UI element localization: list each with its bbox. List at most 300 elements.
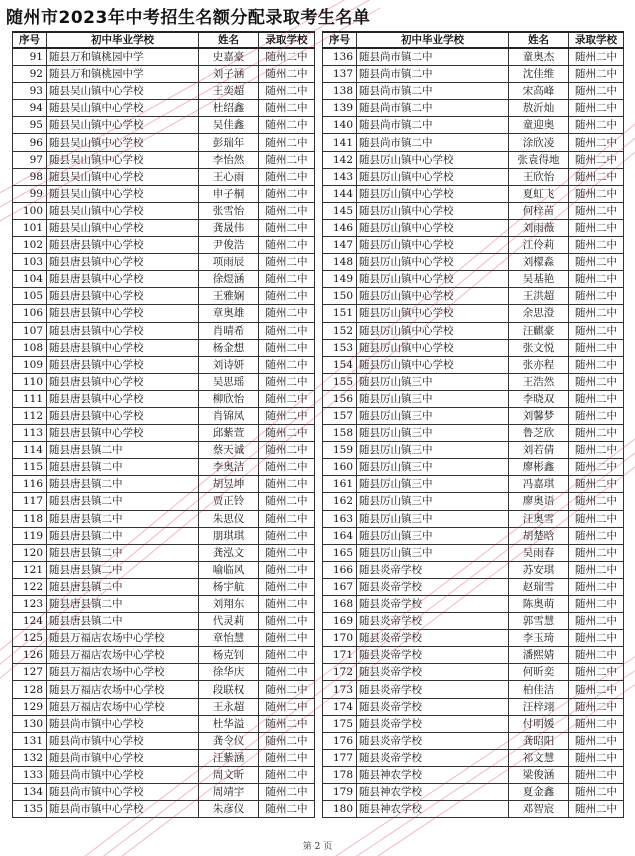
row-student-name: 肖锦凤 <box>199 407 259 424</box>
row-seq: 116 <box>13 476 47 493</box>
row-admitted-school: 随州二中 <box>259 219 315 236</box>
row-student-name: 刘翔东 <box>199 596 259 613</box>
row-admitted-school: 随州二中 <box>569 801 624 818</box>
row-seq: 110 <box>13 373 47 390</box>
row-student-name: 王心雨 <box>199 168 259 185</box>
table-row <box>323 698 624 715</box>
row-student-name: 张亦程 <box>509 356 569 373</box>
row-student-name: 涂欣凌 <box>509 134 569 151</box>
row-school: 随县厉山镇中心学校 <box>357 254 509 271</box>
table-row <box>323 493 624 510</box>
row-admitted-school: 随州二中 <box>569 784 624 801</box>
row-admitted-school: 随州二中 <box>569 202 624 219</box>
header-name: 姓名 <box>509 32 569 48</box>
table-row <box>323 117 624 134</box>
row-student-name: 喻临风 <box>199 561 259 578</box>
row-school: 随县唐县镇中心学校 <box>47 425 199 442</box>
row-admitted-school: 随州二中 <box>569 664 624 681</box>
row-school: 随县吴山镇中心学校 <box>47 151 199 168</box>
row-seq: 106 <box>13 305 47 322</box>
table-row <box>323 630 624 647</box>
row-seq: 123 <box>13 596 47 613</box>
row-admitted-school: 随州二中 <box>569 339 624 356</box>
table-row <box>13 784 315 801</box>
table-row <box>323 732 624 749</box>
table-row <box>323 476 624 493</box>
row-school: 随县万福店农场中心学校 <box>47 630 199 647</box>
table-row <box>13 578 315 595</box>
row-admitted-school: 随州二中 <box>569 766 624 783</box>
table-row <box>13 390 315 407</box>
row-seq: 167 <box>323 578 357 595</box>
row-student-name: 苏安琪 <box>509 561 569 578</box>
row-admitted-school: 随州二中 <box>259 459 315 476</box>
row-student-name: 潘熙婧 <box>509 647 569 664</box>
row-seq: 174 <box>323 698 357 715</box>
row-admitted-school: 随州二中 <box>569 613 624 630</box>
table-row <box>13 219 315 236</box>
row-admitted-school: 随州二中 <box>569 715 624 732</box>
row-admitted-school: 随州二中 <box>569 390 624 407</box>
admission-table-right <box>322 31 624 818</box>
row-student-name: 龚昭阳 <box>509 732 569 749</box>
row-admitted-school: 随州二中 <box>259 715 315 732</box>
row-admitted-school: 随州二中 <box>569 596 624 613</box>
row-admitted-school: 随州二中 <box>259 271 315 288</box>
row-student-name: 王浩然 <box>509 373 569 390</box>
row-seq: 144 <box>323 185 357 202</box>
row-student-name: 代灵莉 <box>199 613 259 630</box>
row-student-name: 朱彦仪 <box>199 801 259 818</box>
row-seq: 178 <box>323 766 357 783</box>
row-student-name: 汪紫涵 <box>199 749 259 766</box>
row-admitted-school: 随州二中 <box>259 681 315 698</box>
table-row <box>323 202 624 219</box>
table-row <box>13 134 315 151</box>
row-student-name: 贾正铃 <box>199 493 259 510</box>
row-seq: 105 <box>13 288 47 305</box>
row-school: 随县唐县镇二中 <box>47 613 199 630</box>
table-row <box>323 271 624 288</box>
page-footer: 第 2 页 <box>302 842 333 852</box>
row-student-name: 尹俊浩 <box>199 237 259 254</box>
row-admitted-school: 随州二中 <box>569 305 624 322</box>
row-seq: 125 <box>13 630 47 647</box>
table-row <box>13 801 315 818</box>
row-admitted-school: 随州二中 <box>569 425 624 442</box>
row-school: 随县炎帝学校 <box>357 647 509 664</box>
table-row <box>13 271 315 288</box>
table-row <box>323 544 624 561</box>
row-school: 随县尚市镇中心学校 <box>47 715 199 732</box>
row-admitted-school: 随州二中 <box>259 407 315 424</box>
row-admitted-school: 随州二中 <box>259 322 315 339</box>
row-seq: 139 <box>323 100 357 117</box>
row-seq: 100 <box>13 202 47 219</box>
table-row <box>323 185 624 202</box>
row-student-name: 张文悦 <box>509 339 569 356</box>
row-school: 随县唐县镇中心学校 <box>47 390 199 407</box>
row-student-name: 胡楚晗 <box>509 527 569 544</box>
row-student-name: 李奥洁 <box>199 459 259 476</box>
row-student-name: 项雨辰 <box>199 254 259 271</box>
table-row <box>323 664 624 681</box>
row-school: 随县唐县镇中心学校 <box>47 339 199 356</box>
row-admitted-school: 随州二中 <box>569 732 624 749</box>
table-row <box>13 527 315 544</box>
row-school: 随县厉山镇三中 <box>357 390 509 407</box>
row-seq: 143 <box>323 168 357 185</box>
table-row <box>13 100 315 117</box>
row-school: 随县厉山镇中心学校 <box>357 168 509 185</box>
row-school: 随县吴山镇中心学校 <box>47 202 199 219</box>
row-student-name: 廖奥语 <box>509 493 569 510</box>
row-seq: 109 <box>13 356 47 373</box>
row-school: 随县厉山镇三中 <box>357 442 509 459</box>
row-school: 随县唐县镇二中 <box>47 459 199 476</box>
row-school: 随县吴山镇中心学校 <box>47 117 199 134</box>
table-row <box>323 288 624 305</box>
row-student-name: 冯嘉琪 <box>509 476 569 493</box>
row-school: 随县厉山镇中心学校 <box>357 219 509 236</box>
table-row <box>323 578 624 595</box>
row-admitted-school: 随州二中 <box>569 168 624 185</box>
row-admitted-school: 随州二中 <box>259 237 315 254</box>
row-admitted-school: 随州二中 <box>259 83 315 100</box>
row-seq: 99 <box>13 185 47 202</box>
row-seq: 108 <box>13 339 47 356</box>
row-admitted-school: 随州二中 <box>569 698 624 715</box>
row-student-name: 刘子涵 <box>199 66 259 83</box>
row-seq: 168 <box>323 596 357 613</box>
row-seq: 151 <box>323 305 357 322</box>
row-school: 随县唐县镇中心学校 <box>47 356 199 373</box>
table-row <box>323 510 624 527</box>
row-seq: 165 <box>323 544 357 561</box>
table-row <box>323 83 624 100</box>
row-school: 随县吴山镇中心学校 <box>47 219 199 236</box>
table-row <box>13 254 315 271</box>
row-school: 随县厉山镇三中 <box>357 493 509 510</box>
row-admitted-school: 随州二中 <box>259 801 315 818</box>
row-student-name: 龚晟伟 <box>199 219 259 236</box>
row-school: 随县吴山镇中心学校 <box>47 168 199 185</box>
table-row <box>13 48 315 66</box>
row-seq: 159 <box>323 442 357 459</box>
row-student-name: 杜华溢 <box>199 715 259 732</box>
row-school: 随县尚市镇二中 <box>357 48 509 66</box>
table-row <box>323 647 624 664</box>
row-admitted-school: 随州二中 <box>259 390 315 407</box>
row-student-name: 吴基艳 <box>509 271 569 288</box>
row-admitted-school: 随州二中 <box>569 630 624 647</box>
row-student-name: 章怡慧 <box>199 630 259 647</box>
header-school: 初中毕业学校 <box>47 32 199 48</box>
row-admitted-school: 随州二中 <box>569 647 624 664</box>
table-row <box>323 219 624 236</box>
row-admitted-school: 随州二中 <box>259 305 315 322</box>
row-seq: 150 <box>323 288 357 305</box>
row-school: 随县唐县镇二中 <box>47 596 199 613</box>
row-school: 随县厉山镇中心学校 <box>357 339 509 356</box>
table-row <box>13 202 315 219</box>
row-seq: 148 <box>323 254 357 271</box>
row-school: 随县万和镇桃园中学 <box>47 66 199 83</box>
row-admitted-school: 随州二中 <box>259 339 315 356</box>
row-school: 随县炎帝学校 <box>357 749 509 766</box>
row-school: 随县炎帝学校 <box>357 698 509 715</box>
row-seq: 149 <box>323 271 357 288</box>
row-student-name: 梁俊涵 <box>509 766 569 783</box>
row-student-name: 李晓双 <box>509 390 569 407</box>
row-school: 随县厉山镇中心学校 <box>357 237 509 254</box>
row-seq: 93 <box>13 83 47 100</box>
table-row <box>13 630 315 647</box>
row-school: 随县炎帝学校 <box>357 561 509 578</box>
row-student-name: 柏佳洁 <box>509 681 569 698</box>
row-student-name: 童奥杰 <box>509 48 569 66</box>
row-admitted-school: 随州二中 <box>259 647 315 664</box>
row-school: 随县尚市镇二中 <box>357 100 509 117</box>
row-student-name: 蔡天诚 <box>199 442 259 459</box>
row-seq: 131 <box>13 732 47 749</box>
row-admitted-school: 随州二中 <box>259 185 315 202</box>
row-seq: 133 <box>13 766 47 783</box>
row-school: 随县炎帝学校 <box>357 664 509 681</box>
row-seq: 129 <box>13 698 47 715</box>
row-student-name: 鲁芝欣 <box>509 425 569 442</box>
row-admitted-school: 随州二中 <box>259 698 315 715</box>
row-admitted-school: 随州二中 <box>259 48 315 66</box>
table-row <box>13 168 315 185</box>
row-seq: 137 <box>323 66 357 83</box>
row-admitted-school: 随州二中 <box>259 151 315 168</box>
row-admitted-school: 随州二中 <box>569 219 624 236</box>
row-admitted-school: 随州二中 <box>259 766 315 783</box>
row-school: 随县万福店农场中心学校 <box>47 681 199 698</box>
row-seq: 104 <box>13 271 47 288</box>
row-student-name: 刘诗妍 <box>199 356 259 373</box>
row-school: 随县尚市镇中心学校 <box>47 766 199 783</box>
row-student-name: 吴雨春 <box>509 544 569 561</box>
row-student-name: 龚令仪 <box>199 732 259 749</box>
row-student-name: 张雪怡 <box>199 202 259 219</box>
row-admitted-school: 随州二中 <box>569 66 624 83</box>
row-school: 随县尚市镇二中 <box>357 117 509 134</box>
row-student-name: 史嘉豪 <box>199 48 259 66</box>
row-seq: 160 <box>323 459 357 476</box>
row-seq: 95 <box>13 117 47 134</box>
row-seq: 91 <box>13 48 47 66</box>
header-admitted: 录取学校 <box>259 32 315 48</box>
row-school: 随县唐县镇中心学校 <box>47 271 199 288</box>
row-school: 随县唐县镇中心学校 <box>47 407 199 424</box>
row-admitted-school: 随州二中 <box>569 681 624 698</box>
row-student-name: 杨克钊 <box>199 647 259 664</box>
row-school: 随县厉山镇中心学校 <box>357 271 509 288</box>
row-seq: 96 <box>13 134 47 151</box>
row-school: 随县炎帝学校 <box>357 732 509 749</box>
table-row <box>323 254 624 271</box>
row-seq: 136 <box>323 48 357 66</box>
table-row <box>323 749 624 766</box>
row-seq: 126 <box>13 647 47 664</box>
row-school: 随县吴山镇中心学校 <box>47 83 199 100</box>
row-admitted-school: 随州二中 <box>569 561 624 578</box>
row-admitted-school: 随州二中 <box>259 527 315 544</box>
table-row <box>323 613 624 630</box>
row-admitted-school: 随州二中 <box>569 134 624 151</box>
row-school: 随县尚市镇中心学校 <box>47 801 199 818</box>
row-seq: 94 <box>13 100 47 117</box>
table-row <box>323 48 624 66</box>
row-seq: 164 <box>323 527 357 544</box>
table-row <box>13 561 315 578</box>
table-row <box>323 151 624 168</box>
row-school: 随县厉山镇中心学校 <box>357 185 509 202</box>
table-row <box>323 168 624 185</box>
table-row <box>323 766 624 783</box>
row-school: 随县厉山镇三中 <box>357 476 509 493</box>
row-student-name: 段联权 <box>199 681 259 698</box>
row-student-name: 汪梓翊 <box>509 698 569 715</box>
row-seq: 145 <box>323 202 357 219</box>
page-title: 随州市2023年中考招生名额分配录取考生名单 <box>6 8 371 28</box>
row-student-name: 李怡然 <box>199 151 259 168</box>
row-school: 随县唐县镇二中 <box>47 578 199 595</box>
row-school: 随县尚市镇二中 <box>357 134 509 151</box>
row-student-name: 朱思仪 <box>199 510 259 527</box>
row-admitted-school: 随州二中 <box>259 100 315 117</box>
table-header-right <box>323 32 624 48</box>
row-seq: 97 <box>13 151 47 168</box>
row-school: 随县厉山镇三中 <box>357 425 509 442</box>
table-row <box>323 801 624 818</box>
row-admitted-school: 随州二中 <box>259 578 315 595</box>
table-row <box>323 442 624 459</box>
row-student-name: 徐煜涵 <box>199 271 259 288</box>
row-seq: 101 <box>13 219 47 236</box>
row-admitted-school: 随州二中 <box>259 544 315 561</box>
row-school: 随县唐县镇二中 <box>47 510 199 527</box>
row-seq: 154 <box>323 356 357 373</box>
row-seq: 147 <box>323 237 357 254</box>
table-row <box>13 749 315 766</box>
row-seq: 98 <box>13 168 47 185</box>
row-student-name: 王欣怡 <box>509 168 569 185</box>
row-seq: 141 <box>323 134 357 151</box>
row-student-name: 王奕超 <box>199 83 259 100</box>
row-school: 随县万福店农场中心学校 <box>47 698 199 715</box>
table-row <box>323 561 624 578</box>
row-student-name: 刘檬淼 <box>509 254 569 271</box>
row-school: 随县神农学校 <box>357 766 509 783</box>
row-student-name: 杨宇航 <box>199 578 259 595</box>
row-seq: 122 <box>13 578 47 595</box>
row-school: 随县唐县镇中心学校 <box>47 237 199 254</box>
row-student-name: 汪奥雪 <box>509 510 569 527</box>
row-school: 随县炎帝学校 <box>357 613 509 630</box>
row-seq: 114 <box>13 442 47 459</box>
table-row <box>13 476 315 493</box>
row-school: 随县厉山镇三中 <box>357 407 509 424</box>
row-seq: 103 <box>13 254 47 271</box>
table-row <box>323 322 624 339</box>
row-seq: 146 <box>323 219 357 236</box>
header-admitted: 录取学校 <box>569 32 624 48</box>
row-school: 随县万和镇桃园中学 <box>47 48 199 66</box>
row-admitted-school: 随州二中 <box>259 613 315 630</box>
row-student-name: 夏金鑫 <box>509 784 569 801</box>
table-row <box>323 134 624 151</box>
row-seq: 152 <box>323 322 357 339</box>
table-row <box>13 117 315 134</box>
row-seq: 92 <box>13 66 47 83</box>
row-school: 随县唐县镇中心学校 <box>47 305 199 322</box>
row-admitted-school: 随州二中 <box>569 254 624 271</box>
row-admitted-school: 随州二中 <box>259 168 315 185</box>
row-seq: 132 <box>13 749 47 766</box>
row-student-name: 周文昕 <box>199 766 259 783</box>
row-school: 随县尚市镇二中 <box>357 83 509 100</box>
row-student-name: 胡昱坤 <box>199 476 259 493</box>
row-seq: 163 <box>323 510 357 527</box>
row-student-name: 吴思瑶 <box>199 373 259 390</box>
table-row <box>13 288 315 305</box>
row-admitted-school: 随州二中 <box>569 527 624 544</box>
row-admitted-school: 随州二中 <box>259 596 315 613</box>
row-admitted-school: 随州二中 <box>259 510 315 527</box>
table-row <box>13 442 315 459</box>
row-student-name: 李玉琦 <box>509 630 569 647</box>
row-student-name: 付明媛 <box>509 715 569 732</box>
row-seq: 128 <box>13 681 47 698</box>
row-admitted-school: 随州二中 <box>569 151 624 168</box>
row-school: 随县厉山镇三中 <box>357 544 509 561</box>
row-student-name: 江伶莉 <box>509 237 569 254</box>
row-seq: 180 <box>323 801 357 818</box>
table-row <box>13 459 315 476</box>
row-school: 随县厉山镇中心学校 <box>357 356 509 373</box>
row-admitted-school: 随州二中 <box>569 510 624 527</box>
row-seq: 112 <box>13 407 47 424</box>
row-seq: 157 <box>323 407 357 424</box>
row-seq: 140 <box>323 117 357 134</box>
row-admitted-school: 随州二中 <box>569 83 624 100</box>
row-admitted-school: 随州二中 <box>569 237 624 254</box>
row-student-name: 章奥雄 <box>199 305 259 322</box>
row-seq: 158 <box>323 425 357 442</box>
table-row <box>13 373 315 390</box>
row-admitted-school: 随州二中 <box>569 271 624 288</box>
row-seq: 155 <box>323 373 357 390</box>
row-school: 随县万福店农场中心学校 <box>47 664 199 681</box>
row-admitted-school: 随州二中 <box>259 630 315 647</box>
table-row <box>13 83 315 100</box>
row-school: 随县唐县镇中心学校 <box>47 322 199 339</box>
row-school: 随县厉山镇中心学校 <box>357 151 509 168</box>
row-student-name: 邓智宸 <box>509 801 569 818</box>
row-student-name: 王永超 <box>199 698 259 715</box>
table-row <box>13 698 315 715</box>
row-seq: 120 <box>13 544 47 561</box>
table-row <box>13 339 315 356</box>
row-student-name: 余思澄 <box>509 305 569 322</box>
row-admitted-school: 随州二中 <box>569 407 624 424</box>
row-seq: 156 <box>323 390 357 407</box>
row-school: 随县唐县镇二中 <box>47 442 199 459</box>
row-student-name: 邱紫萱 <box>199 425 259 442</box>
